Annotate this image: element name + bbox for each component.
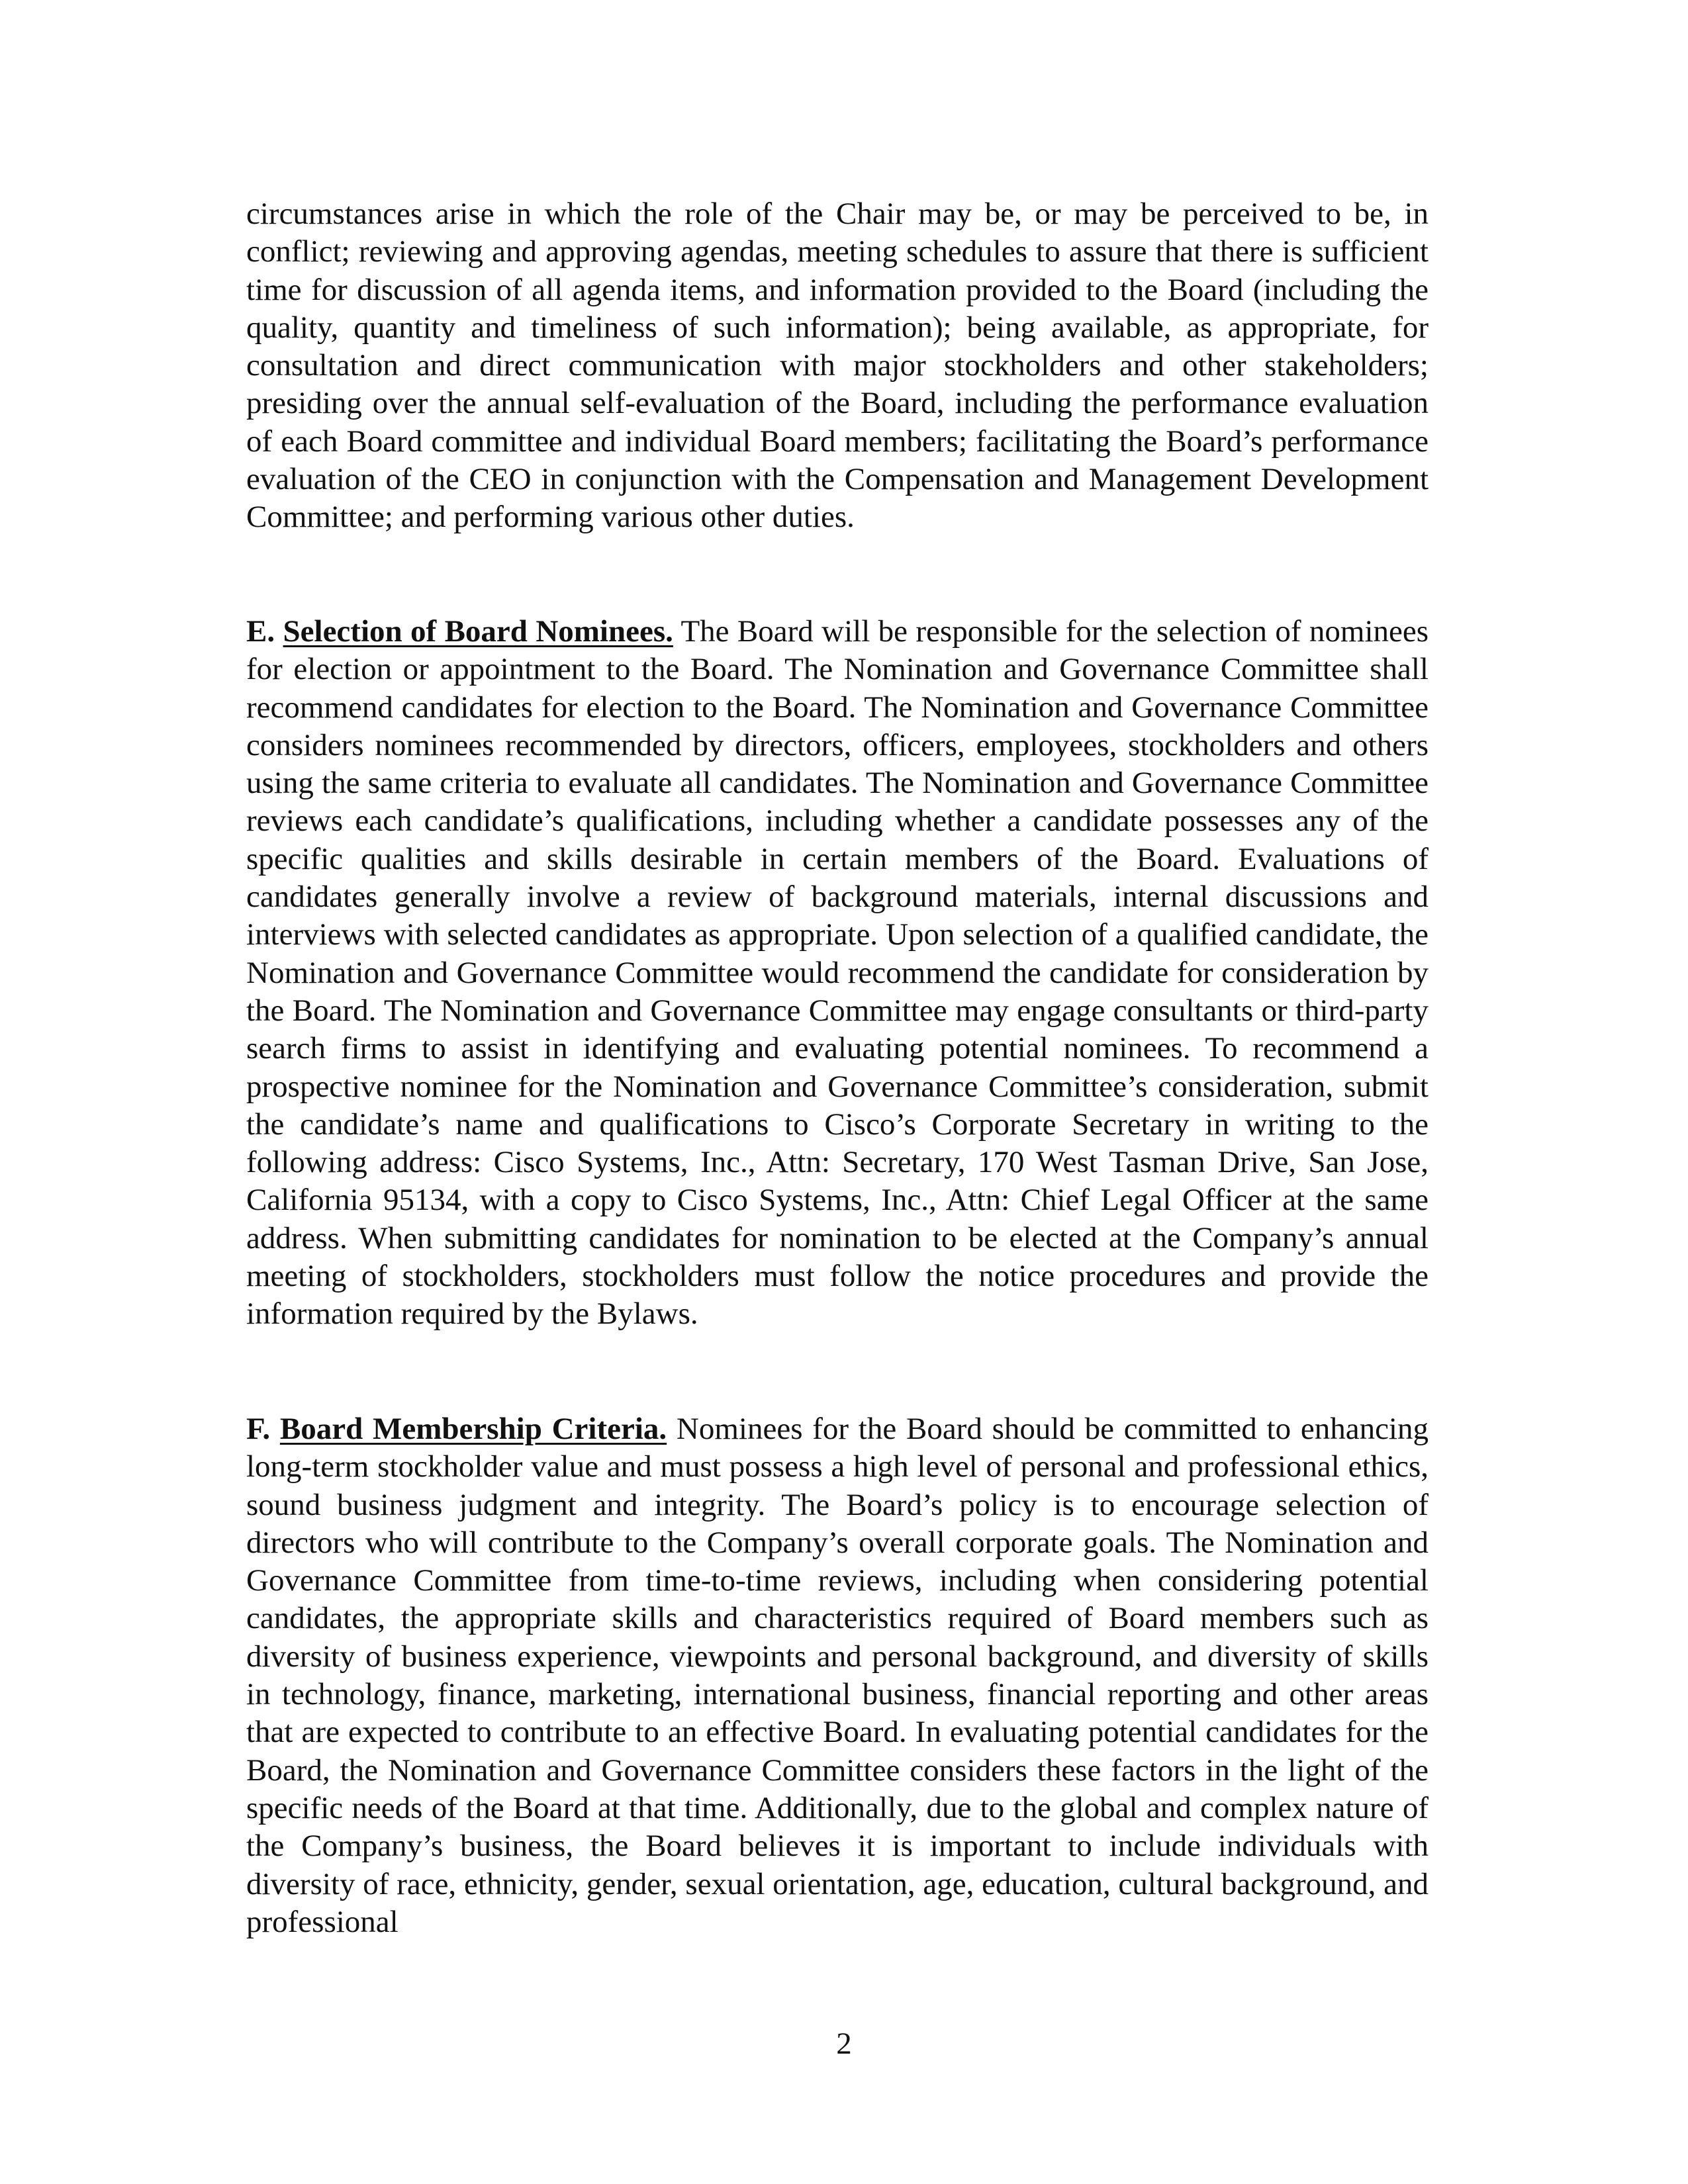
section-f-heading: Board Membership Criteria. <box>279 1412 667 1446</box>
section-f-letter: F. <box>246 1412 271 1446</box>
section-e-body: The Board will be responsible for the selection of nominees for election or appointment to the Board. The Nomination and Governance Committee shall recommend candidates for election to the Board. The Nomination and Governance Committee considers nominees recommended by directors, officers, employees, stockholders and others using the same criteria to evaluate all candidates. The Nomination and Governance Committee reviews each candidate’s qualifications, including whether a candidate possesses any of the specific qualities and skills desirable in certain members of the Board. Evaluations of candidates generally involve a review of background materials, internal discussions and interviews with selected candidates as appropriate. Upon selection of a qualified candidate, the Nomination and Governance Committee would recommend the candidate for consideration by the Board. The Nomination and Governance Committee may engage consultants or third-party search firms to assist in identifying and evaluating potential nominees. To recommend a prospective nominee for the Nomination and Governance Committee’s consideration, submit the candidate’s name and qualifications to Cisco’s Corporate Secretary in writing to the following address: Cisco Systems, Inc., Attn: Secretary, 170 West Tasman Drive, San Jose, California 95134, with a copy to Cisco Systems, Inc., Attn: Chief Legal Officer at the same address. When submitting candidates for nomination to be elected at the Company’s annual meeting of stockholders, stockholders must follow the notice procedures and provide the information required by the Bylaws. <box>246 614 1429 1332</box>
section-f-body: Nominees for the Board should be committed to enhancing long-term stockholder value and must possess a high level of personal and professional ethics, sound business judgment and integrity. The Board’s policy is to encourage selection of directors who will contribute to the Company’s overall corporate goals. The Nomination and Governance Committee from time-to-time reviews, including when considering potential candidates, the appropriate skills and characteristics required of Board members such as diversity of business experience, viewpoints and personal background, and diversity of skills in technology, finance, marketing, international business, financial reporting and other areas that are expected to contribute to an effective Board. In evaluating potential candidates for the Board, the Nomination and Governance Committee considers these factors in the light of the specific needs of the Board at that time. Additionally, due to the global and complex nature of the Company’s business, the Board believes it is important to include individuals with diversity of race, ethnicity, gender, sexual orientation, age, education, cultural background, and professional <box>246 1412 1429 1939</box>
section-e-paragraph <box>246 613 1429 1334</box>
section-e-letter: E. <box>246 614 275 649</box>
section-f-paragraph <box>246 1410 1429 1941</box>
page-number: 2 <box>836 2026 852 2061</box>
continuation-paragraph: circumstances arise in which the role of the Chair may be, or may be perceived to be, in conflict; reviewing and approving agendas, meeting schedules to assure that there is sufficient time for discussion of all agenda items, and information provided to the Board (including the quality, quantity and timeliness of such information); being available, as appropriate, for consultation and direct communication with major stockholders and other stakeholders; presiding over the annual self-evaluation of the Board, including the performance evaluation of each Board committee and individual Board members; facilitating the Board’s performance evaluation of the CEO in conjunction with the Compensation and Management Development Committee; and performing various other duties. <box>246 197 1429 535</box>
section-e-heading: Selection of Board Nominees. <box>283 614 673 649</box>
